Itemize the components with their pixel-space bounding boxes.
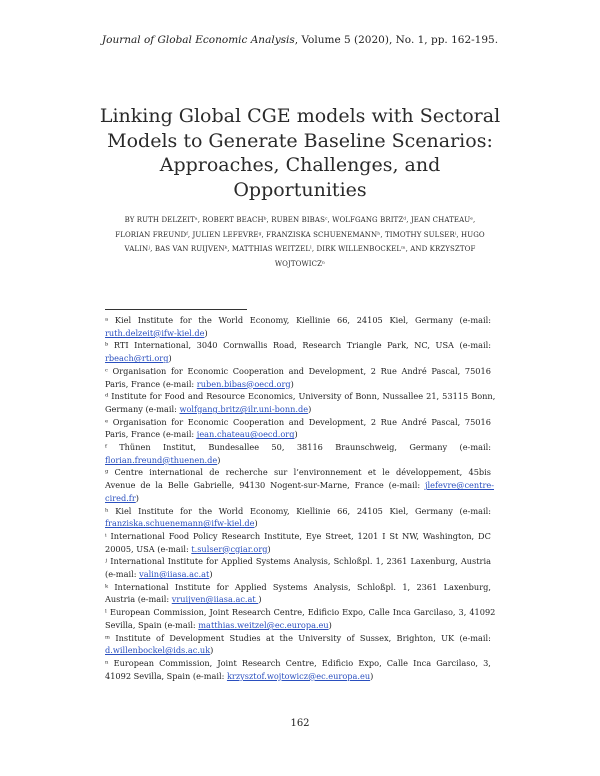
footnote-line (105, 670, 494, 683)
footnote-word: de (209, 467, 220, 478)
footnote-word: for (149, 391, 162, 402)
footnote-word: and (288, 416, 305, 427)
footnote-line (105, 327, 494, 340)
footnote-word: and (288, 365, 304, 376)
footnote-word: Resource (206, 391, 245, 402)
title-line: Linking Global CGE models with Sectoral (99, 105, 501, 127)
footnote-word: Nussallee (382, 391, 424, 402)
journal-name: Journal of Global Economic Analysis (101, 34, 295, 46)
footnote-word: Germany (415, 505, 453, 516)
footnote-word: Institute (137, 315, 174, 325)
footnote-word: Expo, (358, 657, 382, 668)
footnote-text: 20005, USA (e-mail: (105, 543, 192, 554)
footnote-line (105, 581, 494, 594)
footnote-word: Eye (305, 530, 322, 541)
footnote-text: ) (204, 327, 208, 338)
footnote-word: for (171, 416, 184, 427)
footnote-word: Avenue (105, 480, 136, 491)
author-line: FLORIAN FREUNDᶠ, JULIEN LEFEVREᵍ, FRANZISKA SCHUENEMANNʰ, TIMOTHY SULSERⁱ, HUGO (115, 230, 485, 239)
footnote-line (105, 314, 494, 327)
footnote-word: Research (231, 607, 271, 618)
footnote-word: Food (168, 530, 190, 541)
footnote-line (105, 479, 494, 492)
footnote-word: développement, (396, 467, 463, 478)
page-number: 162 (290, 718, 310, 729)
footnote-line (105, 352, 494, 365)
footnote-word: NC, (414, 340, 430, 351)
footnote-line (105, 454, 494, 467)
footnote-word: Economics, (248, 391, 296, 402)
footnote-word: 45bis (468, 467, 491, 478)
footnote-word: 2 (370, 416, 377, 427)
footnote-text: ) (135, 492, 139, 503)
footnote-word: 94130 (239, 480, 266, 491)
footnote-text: 41092 Sevilla, Spain (e-mail: (105, 670, 227, 681)
footnote-word: Development, (308, 365, 367, 376)
email-link[interactable]: matthias.weitzel@ec.europa.eu (198, 619, 329, 630)
title-line: Opportunities (233, 178, 367, 201)
footnote-text: ) (294, 429, 298, 440)
footnote-word: (e-mail: (459, 442, 491, 453)
footnote-word: and (187, 391, 204, 402)
footnote-text: ) (267, 543, 271, 554)
footnote-word: Bonn, (471, 391, 496, 402)
footnote-word: 1, (402, 581, 411, 592)
footnote-word: Brighton, (396, 632, 436, 643)
footnote-word: international (149, 467, 203, 478)
footnote-word: Schloßpl. (357, 581, 396, 592)
footnote-word: Washington, (422, 530, 475, 541)
footnote-word: Applied (234, 581, 267, 592)
footnote-text: ) (258, 594, 262, 605)
footnote-word: Food (164, 391, 185, 402)
footnote-word: 66, (337, 505, 351, 516)
footnote-word: of (156, 632, 165, 643)
footnote-word: USA (435, 340, 454, 351)
footnote-text: Paris, France (e-mail: (105, 429, 197, 440)
footnote-word: Centre, (273, 607, 305, 618)
email-link[interactable]: d.willenbockel@ids.ac.uk (105, 645, 211, 656)
affiliation-footnotes (105, 314, 494, 682)
footnote-word: Laxenburg, (410, 556, 458, 567)
footnote-word: Institute (111, 391, 147, 402)
footnote-word: Edificio (307, 607, 340, 618)
footnote-word: Expo, (342, 607, 366, 618)
footnote-word: Inca (413, 657, 432, 668)
footnote-word: ᵃ (105, 315, 109, 325)
footnote-word: ⁿ (105, 657, 109, 668)
footnote-word: St (389, 530, 399, 541)
footnote-word: Systems (272, 581, 308, 592)
footnote-line (105, 339, 494, 352)
footnote-word: Kiellinie (296, 505, 331, 516)
footnote-word: Calle (368, 607, 390, 618)
footnote-word: 24105 (356, 505, 383, 516)
author-line: WOJTOWICZⁿ (274, 259, 326, 268)
footnote-word: for (179, 315, 192, 325)
footnote-word: European (110, 607, 151, 618)
footnote-line (105, 416, 494, 429)
footnote-line (105, 390, 494, 403)
footnote-word: l’environnement (293, 467, 362, 478)
footnote-word: Organisation (112, 365, 167, 376)
footnote-word: Kiel (115, 505, 132, 516)
footnote-word: 3, (458, 607, 467, 618)
footnote-word: Calle (386, 657, 409, 668)
email-link[interactable]: jean.chateau@oecd.org (196, 429, 295, 440)
footnote-word: Commission, (159, 657, 213, 668)
footnote-word: University (298, 632, 342, 643)
email-link[interactable]: t.sulser@cgiar.org (191, 543, 268, 554)
footnote-line (105, 632, 494, 645)
footnote-word: 75016 (464, 416, 491, 427)
author-line: VALINʲ, BAS VAN RUIJVENᵏ, MATTHIAS WEITZELˡ, DIRK WILLENBOCKELᵐ, AND KRZYSZTOF (124, 245, 476, 253)
paper-title (60, 104, 540, 202)
footnote-text: ) (328, 619, 332, 630)
footnote-word: International (110, 530, 165, 541)
footnote-word: 66, (336, 315, 351, 325)
footnote-word: Street, (325, 530, 354, 541)
footnote-text: ) (290, 378, 294, 389)
footnote-word: of (346, 632, 355, 643)
footnote-line (105, 619, 494, 632)
footnote-word: NW, (402, 530, 419, 541)
footnote-word: Kiellinie (296, 315, 331, 325)
footnote-text: ) (308, 403, 312, 414)
footnote-word: Thünen (119, 442, 151, 453)
author-list (100, 213, 500, 271)
footnote-word: DC (478, 530, 491, 541)
footnote-word: Development (169, 632, 225, 643)
footnote-word: (e-mail: (459, 632, 491, 643)
footnote-word: for (180, 505, 192, 516)
footnote-word: (e-mail: (388, 480, 421, 491)
footnote-word: Centre (114, 467, 143, 478)
footnote-word: Analysis, (313, 581, 351, 592)
footnote-word: Park, (387, 340, 409, 351)
footnote-word: Edificio (321, 657, 354, 668)
footnote-text: ) (210, 645, 214, 656)
footnote-word: Economy, (249, 315, 290, 325)
footnote-word: Institute (167, 556, 204, 567)
footnote-word: Research (241, 657, 281, 668)
footnote-text: Germany (e-mail: (105, 403, 180, 414)
footnote-word: 1201 (357, 530, 379, 541)
footnote-word: I (382, 530, 386, 541)
footnote-word: Institute (138, 505, 174, 516)
footnote-word: 21, (426, 391, 440, 402)
footnote-text: ) (254, 518, 258, 529)
footnote-word: Development, (308, 416, 367, 427)
footnote-word: ʰ (105, 505, 109, 516)
footnote-line (105, 606, 494, 619)
footnote-line (105, 593, 494, 606)
footnote-word: Institute (115, 632, 151, 643)
footnote-word: Institut, (162, 442, 197, 453)
footnote-line (105, 403, 494, 416)
footnote-word: Braunschweig, (335, 442, 397, 453)
footnote-word: recherche (225, 467, 268, 478)
footnote-word: 75016 (464, 365, 491, 376)
footnote-word: Road, (273, 340, 297, 351)
footnote-word: Research (221, 530, 261, 541)
footnote-word: the (198, 315, 212, 325)
email-link[interactable]: rbeach@rti.org (105, 353, 169, 364)
footnote-line (105, 492, 494, 505)
footnote-line (105, 530, 494, 543)
title-line: Models to Generate Baseline Scenarios: (107, 129, 493, 152)
footnote-word: World (218, 505, 244, 516)
footnote-word: 53115 (442, 391, 469, 402)
footnote-word: Cornwallis (223, 340, 268, 351)
email-link[interactable]: wolfgang.britz@ilr.uni-bonn.de (179, 403, 309, 414)
footnote-word: ˡ (105, 607, 107, 618)
footnote-word: Kiel, (389, 505, 409, 516)
footnote-word: ᶠ (105, 442, 107, 453)
footnote-word: Schloßpl. (333, 556, 373, 567)
footnote-word: for (206, 556, 218, 567)
footnote-word: Joint (209, 607, 229, 618)
footnote-word: Laxenburg, (443, 581, 491, 592)
footnote-word: 3040 (196, 340, 218, 351)
footnote-word: of (344, 391, 353, 402)
footnote-line (105, 543, 494, 556)
footnote-word: Bonn, (355, 391, 380, 402)
footnote-word: at (265, 632, 275, 643)
footnote-word: Kiel, (389, 315, 409, 325)
footnote-word: International (110, 556, 165, 567)
footnote-text: Sevilla, Spain (e-mail: (105, 619, 199, 630)
footnote-word: for (170, 365, 183, 376)
footnote-divider (105, 309, 247, 310)
footnote-word: University (298, 391, 342, 402)
footnote-word: le (382, 467, 390, 478)
footnote-word: for (216, 581, 229, 592)
footnote-word: ᵉ (105, 416, 109, 427)
footnote-word: Austria (460, 556, 491, 567)
footnote-line (105, 657, 494, 670)
footnote-word: Economy, (249, 505, 290, 516)
footnote-word: ᵐ (105, 632, 111, 643)
footnote-word: Nogent-sur-Marne, (270, 480, 350, 491)
footnote-word: André (401, 365, 427, 376)
footnote-word: Joint (217, 657, 237, 668)
footnote-word: Pascal, (431, 365, 461, 376)
email-link[interactable]: ruth.delzeit@ifw-kiel.de (105, 327, 205, 338)
footnote-line (105, 428, 494, 441)
footnote-text: ) (168, 353, 172, 364)
footnote-word: Economic (187, 365, 229, 376)
footnote-word: de (140, 480, 151, 491)
footnote-word: ᵏ (105, 581, 108, 592)
footnote-word: Gabrielle, (193, 480, 235, 491)
email-link[interactable]: krzysztof.wojtowicz@ec.europa.eu (226, 670, 371, 681)
footnote-word: Triangle (346, 340, 382, 351)
footnote-line (105, 365, 494, 378)
footnote-word: Studies (229, 632, 261, 643)
footnote-word: Kiel (114, 315, 132, 325)
footnote-word: ʲ (105, 556, 108, 567)
footnote-word: ᶜ (105, 365, 108, 376)
email-link[interactable]: cired.fr (105, 492, 136, 503)
footnote-word: Institute (174, 581, 211, 592)
footnote-word: Analysis, (293, 556, 331, 567)
footnote-word: Economic (187, 416, 229, 427)
footnote-text: Paris, France (e-mail: (105, 378, 197, 389)
footnote-word: Systems (255, 556, 291, 567)
email-link[interactable]: ruben.bibas@oecd.org (196, 378, 291, 389)
footnote-word: European (113, 657, 154, 668)
footnote-word: Institute, (264, 530, 302, 541)
footnote-word: Sussex, (359, 632, 392, 643)
footnote-word: Germany (414, 315, 453, 325)
footnote-word: Research (302, 340, 342, 351)
footnote-line (105, 555, 494, 568)
footnote-word: André (401, 416, 427, 427)
footnote-text: ) (370, 670, 374, 681)
footnote-word: Germany (409, 442, 448, 453)
footnote-word: the (198, 505, 213, 516)
footnote-word: Rue (380, 416, 397, 427)
footnote-line (105, 378, 494, 391)
footnote-word: Policy (193, 530, 218, 541)
footnote-word: 3, (483, 657, 491, 668)
footnote-word: ᵍ (105, 467, 109, 478)
footnote-word: Inca (392, 607, 411, 618)
footnote-word: Cooperation (232, 365, 284, 376)
email-link[interactable]: vruijven@iiasa.ac.at (171, 594, 259, 605)
footnote-word: Rue (380, 365, 397, 376)
footnote-word: (e-mail: (459, 505, 491, 516)
footnote-text: ) (217, 454, 221, 465)
footnote-line (105, 517, 494, 530)
footnote-word: ᵈ (105, 391, 109, 402)
author-line: BY RUTH DELZEITᵃ, ROBERT BEACHᵇ, RUBEN BIBASᶜ, WOLFGANG BRITZᵈ, JEAN CHATEAUᵉ, (124, 216, 476, 224)
footnote-word: Garcilaso, (436, 657, 478, 668)
footnote-text: Austria (e-mail: (105, 594, 172, 605)
footnote-word: 2361 (416, 581, 438, 592)
footnote-word: (e-mail: (459, 340, 491, 351)
footnote-line (105, 505, 494, 518)
title-line: Approaches, Challenges, and (159, 154, 441, 176)
footnote-line (105, 441, 494, 454)
footnote-word: Bundesallee (208, 442, 260, 453)
journal-header (0, 34, 600, 46)
email-link[interactable]: florian.freund@thuenen.de (105, 454, 218, 465)
footnote-word: Belle (167, 480, 189, 491)
journal-citation: , Volume 5 (2020), No. 1, pp. 162-195. (294, 34, 499, 46)
footnote-word: sur (273, 467, 288, 478)
footnote-line (105, 568, 494, 581)
footnote-word: UK (441, 632, 455, 643)
footnote-word: RTI (113, 340, 129, 351)
footnote-word: (e-mail: (459, 315, 491, 325)
footnote-word: 2 (370, 365, 376, 376)
footnote-word: Organisation (112, 416, 167, 427)
footnote-word: the (279, 632, 293, 643)
footnote-word: 38116 (296, 442, 323, 453)
footnote-word: Pascal, (431, 416, 461, 427)
footnote-word: la (155, 480, 163, 491)
footnote-word: International (114, 581, 169, 592)
footnote-word: et (367, 467, 377, 478)
footnote-word: ᵇ (105, 340, 109, 351)
footnote-word: Centre, (285, 657, 317, 668)
footnote-word: 50, (271, 442, 285, 453)
footnote-word: International, (134, 340, 192, 351)
footnote-word: Applied (221, 556, 253, 567)
footnote-line (105, 644, 494, 657)
footnote-word: 1, (375, 556, 384, 567)
email-link[interactable]: franziska.schuenemann@ifw-kiel.de (105, 518, 255, 529)
footnote-line (105, 466, 494, 479)
footnote-word: Commission, (153, 607, 207, 618)
footnote-text: (e-mail: (105, 569, 140, 580)
footnote-word: World (218, 315, 244, 325)
footnote-text: ) (209, 569, 213, 580)
email-link[interactable]: valin@iiasa.ac.at (139, 569, 210, 580)
footnote-word: 2361 (386, 556, 408, 567)
footnote-word: France (354, 480, 384, 491)
footnote-word: 24105 (356, 315, 383, 325)
footnote-word: ⁱ (105, 530, 107, 541)
footnote-word: Cooperation (233, 416, 285, 427)
footnote-word: Garcilaso, (413, 607, 456, 618)
email-link[interactable]: jlefevre@centre- (425, 480, 494, 491)
footnote-word: 41092 (469, 607, 496, 618)
